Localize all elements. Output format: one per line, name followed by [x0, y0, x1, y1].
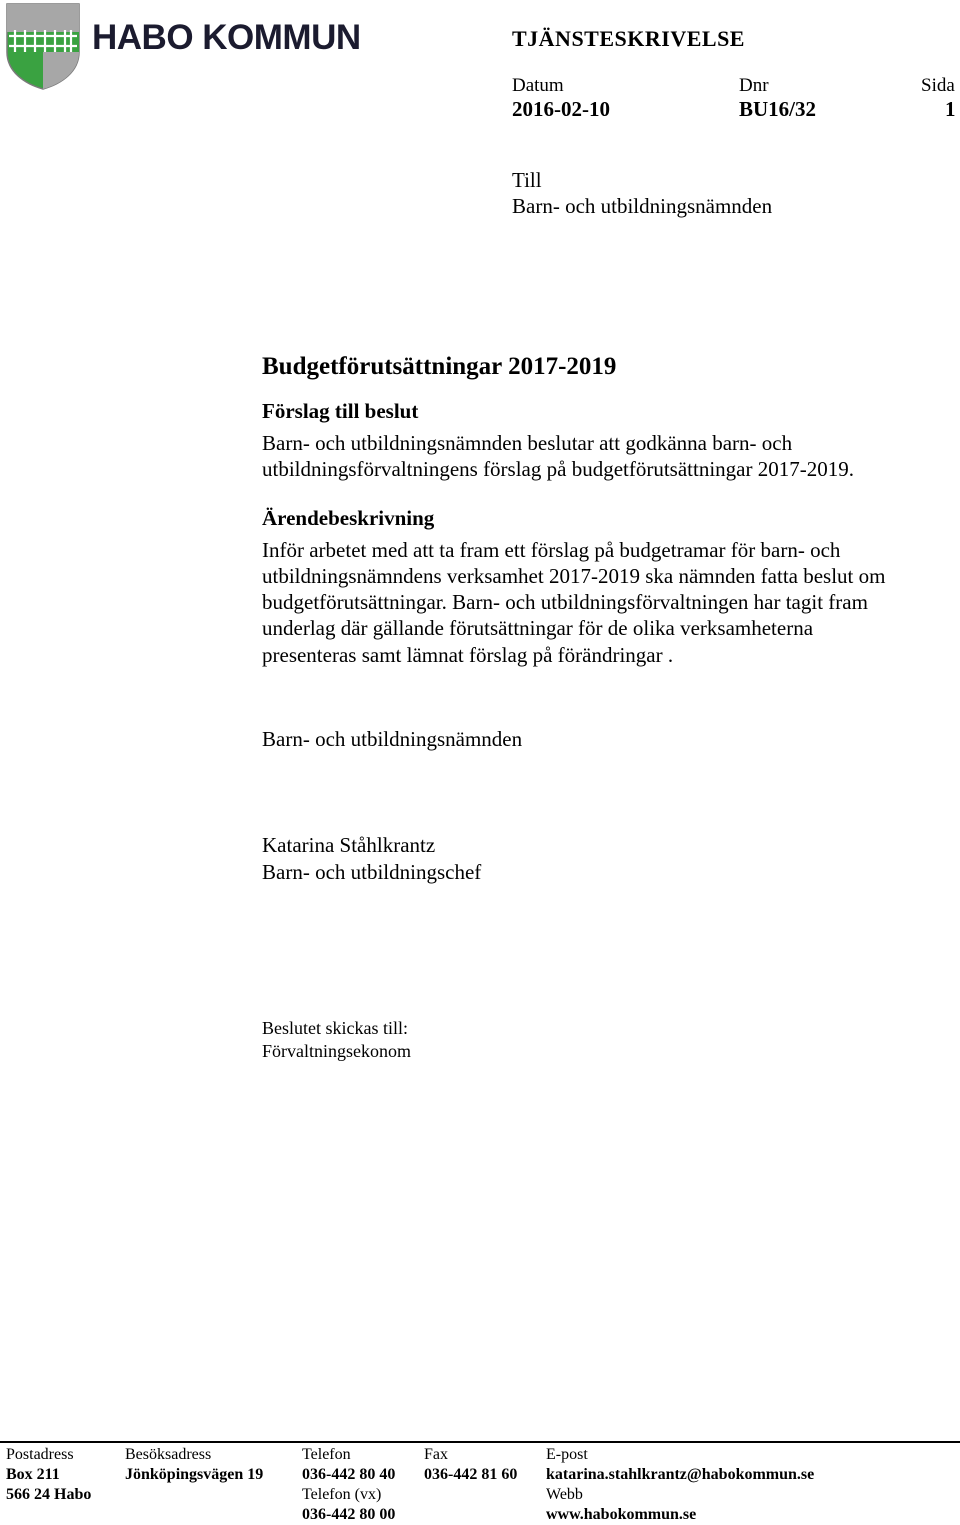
- dnr-value: BU16/32: [739, 97, 817, 121]
- footer-postal-line1: Box 211: [6, 1466, 60, 1483]
- footer-contact: [546, 1445, 814, 1525]
- footer-fax-label: Fax: [424, 1446, 448, 1463]
- date-value: 2016-02-10: [512, 97, 610, 121]
- recipient-to-label: Till: [512, 168, 542, 192]
- footer-visit-address: [125, 1445, 263, 1485]
- footer-switchboard-value: 036-442 80 00: [302, 1506, 396, 1523]
- recipient-block: [512, 167, 772, 219]
- footer-postal-label: Postadress: [6, 1446, 74, 1463]
- footer-email-label: E-post: [546, 1446, 588, 1463]
- footer-phone: [302, 1445, 395, 1525]
- signature-block: [262, 832, 481, 885]
- description-heading: Ärendebeskrivning: [262, 505, 435, 530]
- footer-web-link[interactable]: www.habokommun.se: [546, 1506, 697, 1523]
- footer-web-label: Webb: [546, 1486, 583, 1503]
- document-body: [262, 352, 952, 668]
- footer-visit-line1: Jönköpingsvägen 19: [125, 1466, 264, 1483]
- distribution-block: [262, 1017, 411, 1062]
- dnr-label: Dnr: [739, 75, 769, 96]
- footer-fax: [424, 1445, 517, 1485]
- proposal-heading: Förslag till beslut: [262, 399, 419, 423]
- footer-email-link[interactable]: katarina.stahlkrantz@habokommun.se: [546, 1466, 815, 1483]
- signer-name: Katarina Ståhlkrantz: [262, 833, 436, 857]
- footer-phone-label: Telefon: [302, 1446, 351, 1463]
- footer-fax-value: 036-442 81 60: [424, 1466, 518, 1483]
- footer-postal-address: [6, 1445, 91, 1505]
- footer-postal-line2: 566 24 Habo: [6, 1486, 92, 1503]
- footer-divider: [0, 1441, 960, 1443]
- description-paragraph: Inför arbetet med att ta fram ett förslag på budgetramar för barn- och utbildningsnämndens verksamhet 2017-2019 ska nämnden fatta beslut om budgetförutsättningar. Barn- och utbildningsförvaltningen har tagit fram underlag där gällande förutsättningar för de olika verksamheterna presenteras samt lämnat förslag på förändringar .: [262, 537, 886, 667]
- footer-visit-label: Besöksadress: [125, 1446, 212, 1463]
- proposal-paragraph: Barn- och utbildningsnämnden beslutar att godkänna barn- och utbildningsförvaltningens förslag på budgetförutsättningar 2017-2019.: [262, 431, 854, 482]
- footer-switchboard-label: Telefon (vx): [302, 1486, 382, 1503]
- page-number: 1: [945, 97, 956, 121]
- date-label: Datum: [512, 75, 564, 96]
- logo-wordmark: HABO KOMMUN: [92, 18, 361, 57]
- habo-kommun-coat-of-arms-logo: [5, 2, 81, 90]
- page-label: Sida: [921, 75, 955, 96]
- signer-title: Barn- och utbildningschef: [262, 859, 482, 884]
- document-title: Budgetförutsättningar 2017-2019: [262, 353, 617, 380]
- footer-phone-value: 036-442 80 40: [302, 1466, 396, 1483]
- recipient-name: Barn- och utbildningsnämnden: [512, 194, 773, 218]
- document-type: TJÄNSTESKRIVELSE: [512, 26, 745, 51]
- distribution-recipient: Förvaltningsekonom: [262, 1040, 411, 1061]
- distribution-label: Beslutet skickas till:: [262, 1018, 408, 1038]
- committee-name: Barn- och utbildningsnämnden: [262, 727, 523, 751]
